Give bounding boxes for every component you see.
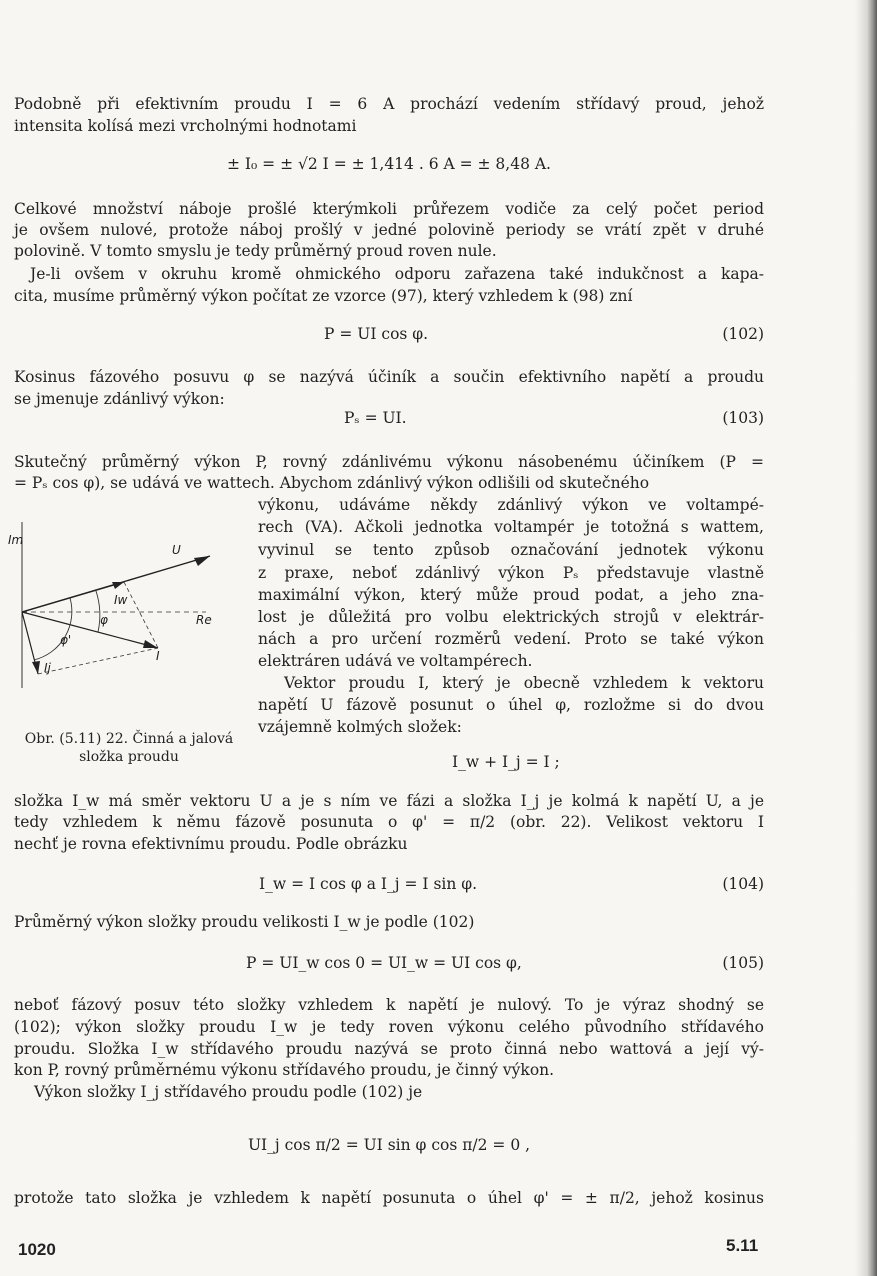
active-component-arrowhead (112, 582, 124, 589)
projection-line (124, 582, 158, 648)
section-number: 5.11 (726, 1236, 759, 1255)
page-number: 1020 (18, 1240, 56, 1259)
text-line: Je-li ovšem v okruhu kromě ohmického odporu zařazena také indukčnost a kapa- (30, 265, 764, 283)
equation-104-number: (104) (722, 875, 764, 893)
text-line: intensita kolísá mezi vrcholnými hodnotami (14, 117, 357, 135)
projection-line (38, 648, 158, 674)
active-component-line (22, 582, 124, 612)
label-phi-prime: φ' (60, 633, 72, 647)
text-line: výkonu, udáváme někdy zdánlivý výkon ve voltampé- (258, 496, 764, 514)
text-line: je ovšem nulové, protože náboj prošlý v jedné polovině periody se vrátí zpět v druhé (14, 221, 764, 239)
text-line: Skutečný průměrný výkon P, rovný zdánlivému výkonu násobenému účiníkem (P = (14, 453, 764, 471)
text-line: neboť fázový posuv této složky vzhledem k napětí je nulový. To je výraz shodný se (14, 996, 764, 1014)
text-line: Průměrný výkon složky proudu velikosti I_w je podle (102) (14, 913, 475, 931)
text-line: vyvinul se tento způsob označování jednotek výkonu (258, 541, 764, 559)
label-re: Re (196, 613, 212, 627)
text-line: (102); výkon složky proudu I_w je tedy roven výkonu celého původního střídavého (14, 1018, 764, 1036)
text-line: Kosinus fázového posuvu φ se nazývá účiník a součin efektivního napětí a proudu (14, 368, 764, 386)
text-line: složka I_w má směr vektoru U a je s ním ve fázi a složka I_j je kolmá k napětí U, a je (14, 792, 764, 810)
equation-104-body: I_w = I cos φ a I_j = I sin φ. (259, 875, 478, 893)
label-iw: Iw (114, 593, 128, 607)
text-line: Vektor proudu I, který je obecně vzhledem k vektoru (284, 674, 764, 692)
equation-105-body: P = UI_w cos 0 = UI_w = UI cos φ, (246, 954, 522, 972)
text-line: nách a pro určení rozměrů vedení. Proto se také výkon (258, 630, 764, 648)
text-line: kon P, rovný průměrnému výkonu střídavého proudu, je činný výkon. (14, 1061, 555, 1079)
label-phi: φ (100, 613, 108, 627)
text-line: protože tato složka je vzhledem k napětí posunuta o úhel φ' = ± π/2, jehož kosinus (14, 1189, 764, 1207)
text-line: proudu. Složka I_w střídavého proudu nazývá se proto činná nebo wattová a její vý- (14, 1040, 764, 1058)
text-line: se jmenuje zdánlivý výkon: (14, 390, 225, 408)
text-line: rech (VA). Ačkoli jednotka voltampér je totožná s wattem, (258, 518, 764, 536)
equation-103-body: Pₛ = UI. (344, 409, 407, 427)
text-line: z praxe, neboť zdánlivý výkon Pₛ představuje vlastně (258, 564, 764, 582)
equation-peak: ± I₀ = ± √2 I = ± 1,414 . 6 A = ± 8,48 A. (226, 155, 551, 173)
text-line: tedy vzhledem k němu fázově posunuta o φ' = π/2 (obr. 22). Velikost vektoru I (14, 813, 764, 831)
text-line: nechť je rovna efektivnímu proudu. Podle obrázku (14, 835, 408, 853)
text-line: elektráren udává ve voltampérech. (258, 652, 533, 670)
label-im: Im (8, 533, 24, 547)
equation-102-body: P = UI cos φ. (324, 325, 429, 343)
phasor-diagram (8, 518, 233, 728)
text-line: vzájemně kolmých složek: (258, 718, 462, 736)
label-ij: Ij (44, 661, 51, 675)
text-line: polovině. V tomto smyslu je tedy průměrný proud roven nule. (14, 242, 497, 260)
figure-caption: Obr. (5.11) 22. Činná a jalová složka proudu (24, 731, 234, 765)
text-line: Celkové množství náboje prošlé kterýmkoli průřezem vodiče za celý počet period (14, 200, 764, 218)
text-line: napětí U fázově posunut o úhel φ, rozložme si do dvou (258, 696, 764, 714)
current-vector-line (22, 612, 158, 648)
label-u: U (172, 543, 181, 557)
equation-105-number: (105) (722, 954, 764, 972)
reactive-component-arrowhead (32, 661, 40, 674)
current-vector-arrowhead (143, 640, 158, 648)
equation-last: UI_j cos π/2 = UI sin φ cos π/2 = 0 , (247, 1136, 531, 1154)
text-line: cita, musíme průměrný výkon počítat ze vzorce (97), který vzhledem k (98) zní (14, 287, 633, 305)
page-edge-shadow (855, 0, 877, 1276)
voltage-vector-arrowhead (194, 556, 210, 566)
equation-103-number: (103) (722, 409, 764, 427)
equation-sum: I_w + I_j = I ; (452, 753, 560, 771)
text-line: = Pₛ cos φ), se udává ve wattech. Abychom zdánlivý výkon odlišili od skutečného (14, 474, 650, 492)
text-line: Výkon složky I_j střídavého proudu podle (102) je (34, 1083, 423, 1101)
text-line: lost je důležitá pro volbu elektrických strojů v elektrár- (258, 608, 764, 626)
text-line: maximální výkon, který může proud podat, a jeho zna- (258, 586, 764, 604)
text-line: Podobně při efektivním proudu I = 6 A prochází vedením střídavý proud, jehož (14, 95, 764, 113)
equation-102-number: (102) (722, 325, 764, 343)
label-i: I (156, 649, 160, 663)
